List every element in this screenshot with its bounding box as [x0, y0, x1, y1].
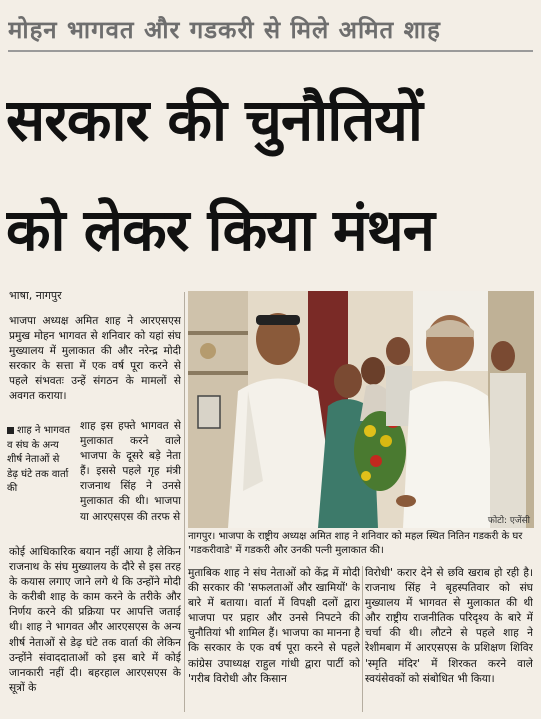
main-headline-line-2: को लेकर किया मंथन: [6, 196, 434, 264]
kicker-headline: मोहन भागवत और गडकरी से मिले अमित शाह: [8, 10, 533, 52]
column-divider: [184, 292, 185, 712]
photo-illustration: [188, 291, 534, 528]
bullet-square-icon: [7, 427, 14, 434]
article-paragraph-1: भाजपा अध्यक्ष अमित शाह ने आरएसएस प्रमुख मोहन भागवत से शनिवार को यहां संघ मुख्यालय में मुलाकात की और नरेन्द्र मोदी सरकार के सत्ता में एक वर्ष पूरा करने से पहले संभवतः उन्हें संगठन के मामलों से अवगत कराया।: [9, 315, 181, 403]
photo-credit: फोटो: एजेंसी: [487, 516, 530, 526]
main-headline-line-1: सरकार की चुनौतियों: [6, 86, 422, 154]
photo-caption: नागपुर। भाजपा के राष्ट्रीय अध्यक्ष अमित शाह ने शनिवार को महल स्थित नितिन गडकरी के घर 'गडकरीवाडे' में गडकरी और उनकी पत्नी मुलाकात की।: [188, 531, 523, 556]
news-photo: [188, 291, 534, 528]
column-divider: [362, 566, 363, 712]
byline: भाषा, नागपुर: [9, 289, 62, 302]
pull-quote: [7, 424, 73, 534]
article-paragraph-4: विरोधी' करार देने से छवि खराब हो रही है। राजनाथ सिंह ने बृहस्पतिवार को संघ मुख्यालय में भागवत से मुलाकात की थी और राष्ट्रीय राजनीतिक परिदृश्य के बारे में चर्चा की थी। लौटने से पहले शाह ने रेशीमबाग में आरएसएस के प्रशिक्षण शिविर 'स्मृति मंदिर' में शिरकत करने वाले स्वयंसेवकों को संबोधित भी किया।: [365, 567, 533, 685]
article-paragraph-1b: शाह इस हफ्ते भागवत से मुलाकात करने वाले भाजपा के दूसरे बड़े नेता हैं। इससे पहले गृह मंत्री राजनाथ सिंह ने उनसे मुलाकात की थी। भाजपा या आरएसएस की तरफ से: [80, 420, 181, 523]
article-paragraph-3: मुताबिक शाह ने संघ नेताओं को केंद्र में मोदी की सरकार की 'सफलताओं और खामियों' के बारे में बताया। वार्ता में विपक्षी दलों द्वारा भाजपा पर प्रहार और उनसे निपटने की चुनौतियां भी शामिल हैं। भाजपा का मानना है कि सरकार के एक वर्ष पूरा करने से पहले कांग्रेस उपाध्यक्ष राहुल गांधी द्वारा पार्टी को 'गरीब विरोधी और किसान: [188, 567, 360, 685]
pull-quote-text: शाह ने भागवत व संघ के अन्य शीर्ष नेताओं से डेढ़ घंटे तक वार्ता की: [7, 425, 71, 494]
article-paragraph-2: कोई आधिकारिक बयान नहीं आया है लेकिन राजनाथ के संघ मुख्यालय के दौरे से इस तरह के कयास लगाए जाने लगे थे कि उन्होंने मोदी के करीबी शाह के काम करने के तरीके और निर्णय करने की प्रक्रिया पर आपत्ति जताई थी। शाह ने भागवत और आरएसएस के अन्य शीर्ष नेताओं से डेढ़ घंटे तक वार्ता की लेकिन उन्होंने संवाददाताओं को इस बारे में कोई जानकारी नहीं दी। बहरहाल आरएसएस के सूत्रों के: [9, 546, 181, 694]
